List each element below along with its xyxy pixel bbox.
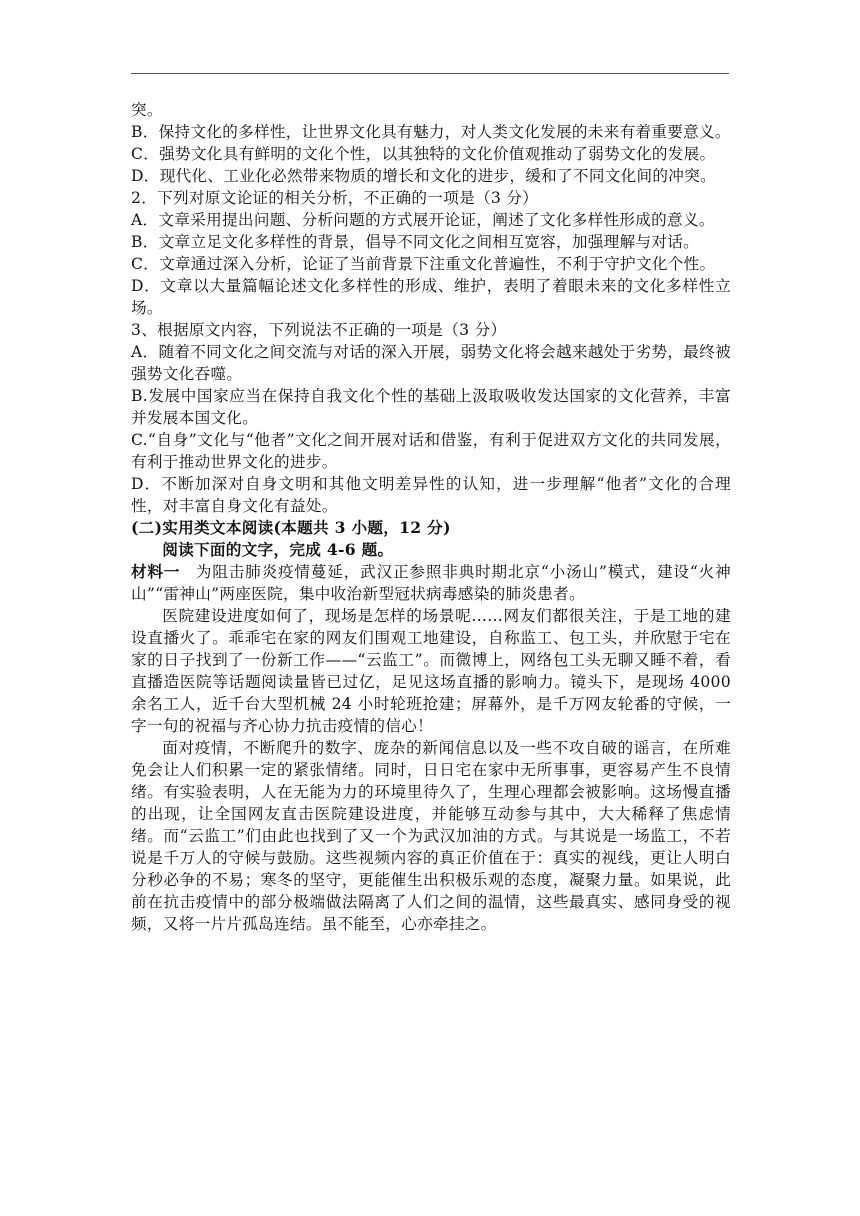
header-rule (131, 73, 729, 74)
question-3-option-c: C.“自身”文化与“他者”文化之间开展对话和借鉴，有利于促进双方文化的共同发展，有利于推动世界文化的进步。 (131, 431, 731, 471)
question-2-option-b: B．文章立足文化多样性的背景，倡导不同文化之间相互宽容，加强理解与对话。 (131, 233, 700, 251)
material-label: 材料一 (131, 562, 181, 581)
material-one-intro (131, 561, 731, 605)
question-2-option-d: D．文章以大量篇幅论述文化多样性的形成、维护，表明了着眼未来的文化多样性立场。 (131, 277, 731, 317)
question-1-option-d-tail: 突。 (131, 101, 163, 119)
material-paragraph: 医院建设进度如何了，现场是怎样的场景呢……网友们都很关注，于是工地的建设直播火了。乖乖宅在家的网友们围观工地建设，自称监工、包工头，并欣慰于宅在家的日子找到了一份新工作——“云监工”。而微博上，网络包工头无聊又睡不着，看直播造医院等话题阅读量皆已过亿，足见这场直播的影响力。镜头下，是现场 4000 余名工人，近千台大型机械 24 小时轮班抢建；屏幕外，是千万网友轮番的守候，一字一句的祝福与齐心协力抗击疫情的信心！ (131, 607, 731, 735)
question-2-stem: 2．下列对原文论证的相关分析，不正确的一项是（3 分） (131, 189, 539, 207)
question-2-option-c: C．文章通过深入分析，论证了当前背景下注重文化普遍性，不利于守护文化个性。 (131, 255, 716, 273)
material-one-first-text: 为阻击肺炎疫情蔓延，武汉正参照非典时期北京“小汤山”模式，建设“火神山”“雷神山”两座医院，集中收治新型冠状病毒感染的肺炎患者。 (131, 563, 731, 603)
question-1-option-c: C．强势文化具有鲜明的文化个性，以其独特的文化价值观推动了弱势文化的发展。 (131, 145, 716, 163)
question-3-stem: 3、根据原文内容，下列说法不正确的一项是（3 分） (131, 321, 507, 339)
document-body (131, 99, 731, 935)
question-1-option-b: B．保持文化的多样性，让世界文化具有魅力，对人类文化发展的未来有着重要意义。 (131, 123, 731, 141)
question-3-option-b: B.发展中国家应当在保持自我文化个性的基础上汲取吸收发达国家的文化营养，丰富并发展本国文化。 (131, 387, 731, 427)
question-2-option-a: A．文章采用提出问题、分析问题的方式展开论证，阐述了文化多样性形成的意义。 (131, 211, 715, 229)
question-3-option-d: D．不断加深对自身文明和其他文明差异性的认知，进一步理解“他者”文化的合理性，对丰富自身文化有益处。 (131, 475, 731, 515)
material-paragraph: 面对疫情，不断爬升的数字、庞杂的新闻信息以及一些不攻自破的谣言，在所难免会让人们积累一定的紧张情绪。同时，日日宅在家中无所事事，更容易产生不良情绪。有实验表明，人在无能为力的环境里待久了，生理心理都会被影响。这场慢直播的出现，让全国网友直击医院建设进度，并能够互动参与其中，大大稀释了焦虑情绪。而“云监工”们由此也找到了又一个为武汉加油的方式。与其说是一场监工，不若说是千万人的守候与鼓励。这些视频内容的真正价值在于：真实的视线，更让人明白分秒必争的不易；寒冬的坚守，更能催生出积极乐观的态度，凝聚力量。如果说，此前在抗击疫情中的部分极端做法隔离了人们之间的温情，这些最真实、感同身受的视频，又将一片片孤岛连结。虽不能至，心亦牵挂之。 (131, 739, 731, 933)
question-3-option-a: A．随着不同文化之间交流与对话的深入开展，弱势文化将会越来越处于劣势，最终被强势文化吞噬。 (131, 343, 731, 383)
reading-instruction: 阅读下面的文字，完成 4-6 题。 (162, 540, 394, 559)
question-1-option-d: D．现代化、工业化必然带来物质的增长和文化的进步，缓和了不同文化间的冲突。 (131, 167, 716, 185)
section-heading: (二)实用类文本阅读(本题共 3 小题，12 分) (131, 518, 451, 537)
